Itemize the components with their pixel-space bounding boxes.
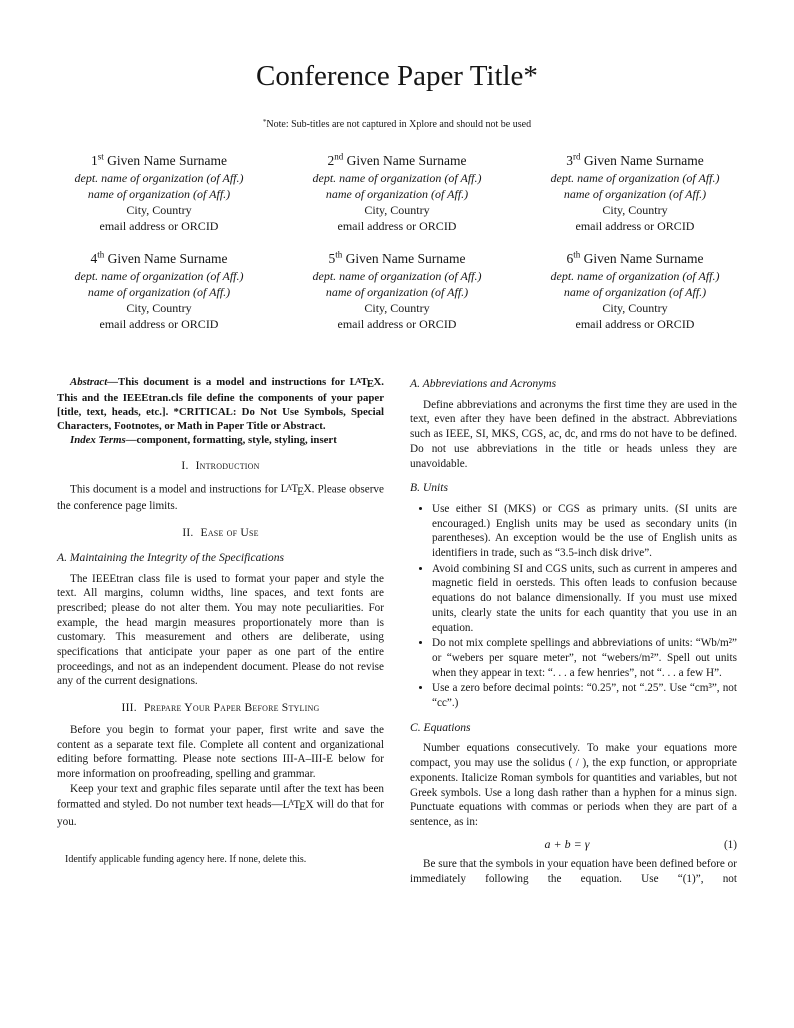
equations-paragraph-1: Number equations consecutively. To make your equations more compact, you may use the solidus ( / ), the exp function, or appropriate exponents. Italicize Roman symbols for quantities and variables, but not Greek symbols. Use a long dash rather than a hyphen for a minus sign. Punctuate equations with commas or periods when they are part of a sentence, as in: [410, 742, 737, 828]
units-bullet-2: • Avoid combining SI and CGS units, such as current in amperes and magnetic field in oersteds. This often leads to confusion because equations do not balance dimensionally. If you must use mixed units, clearly state the units for each quantity that you use in an equation. [432, 562, 737, 636]
abstract-paragraph [57, 374, 384, 433]
index-terms-label: Index Terms— [70, 434, 137, 447]
author-block-2 [282, 153, 512, 234]
author-block-4 [44, 251, 274, 332]
author-email: email address or ORCID [337, 219, 457, 233]
author-org: name of organization (of Aff.) [325, 285, 469, 299]
author-name: 3rd Given Name Surname [566, 151, 704, 168]
funding-footnote: Identify applicable funding agency here. If none, delete this. [65, 854, 307, 866]
author-org: name of organization (of Aff.) [563, 187, 707, 201]
equation-expression: a + b = γ [544, 836, 590, 851]
author-city: City, Country [364, 203, 430, 217]
author-name: 5th Given Name Surname [328, 249, 466, 266]
author-dept: dept. name of organization (of Aff.) [74, 171, 244, 185]
author-grid [44, 153, 750, 332]
author-block-3 [520, 153, 750, 234]
author-block-6 [520, 251, 750, 332]
author-dept: dept. name of organization (of Aff.) [312, 171, 482, 185]
author-dept: dept. name of organization (of Aff.) [550, 171, 720, 185]
title-footnote [0, 118, 794, 130]
section-heading-ease-of-use: II. Ease of Use [182, 526, 259, 540]
author-org: name of organization (of Aff.) [325, 187, 469, 201]
abstract-text: This document is a model and instructions for $L^ATEX$. This and the IEEEtran.cls file define the components of your paper [title, text, heads, etc.]. *CRITICAL: Do Not Use Symbols, Special Characters, Footnotes, or Math in Paper Title or Abstract. [57, 376, 384, 433]
equations-paragraph-2: Be sure that the symbols in your equation have been defined before or immediately following the equation. Use “(1)”, not [410, 858, 737, 886]
author-dept: dept. name of organization (of Aff.) [550, 269, 720, 283]
subsection-heading-abbreviations: A. Abbreviations and Acronyms [410, 377, 557, 390]
section-heading-introduction: I. Introduction [181, 459, 260, 473]
author-email: email address or ORCID [575, 317, 695, 331]
author-org: name of organization (of Aff.) [563, 285, 707, 299]
title-footnote-marker: * [262, 118, 267, 126]
subsection-heading-units: B. Units [410, 481, 449, 495]
units-bullet-3: • Do not mix complete spellings and abbreviations of units: “Wb/m²” or “webers per square meter”, not “webers/m²”. Spell out units when they appear in text: “. . . a few henries”, not “. . . a few H”. [432, 636, 737, 680]
equation-1 [410, 837, 737, 853]
author-dept: dept. name of organization (of Aff.) [74, 269, 244, 283]
author-name: 4th Given Name Surname [90, 249, 228, 266]
author-city: City, Country [602, 301, 668, 315]
author-city: City, Country [126, 301, 192, 315]
units-bullet-4: • Use a zero before decimal points: “0.25”, not “.25”. Use “cm³”, not “cc”.) [432, 681, 737, 710]
author-city: City, Country [602, 203, 668, 217]
author-email: email address or ORCID [337, 317, 457, 331]
right-column [410, 374, 737, 887]
units-bullet-1: • Use either SI (MKS) or CGS as primary units. (SI units are encouraged.) English units may be used as secondary units (in parentheses). An exception would be the use of English units as identifiers in trade, such as “3.5-inch disk drive”. [432, 502, 737, 561]
abbreviations-paragraph: Define abbreviations and acronyms the first time they are used in the text, even after they have been defined in the abstract. Abbreviations such as IEEE, SI, MKS, CGS, ac, dc, and rms do not have to be defined. Do not use abbreviations in the title or heads unless they are unavoidable. [410, 398, 737, 470]
latex-logo: $L^ATEX$ [349, 376, 382, 391]
index-terms-text: component, formatting, style, styling, insert [136, 434, 337, 447]
title-footnote-text: Note: Sub-titles are not captured in Xplore and should not be used [266, 119, 532, 131]
author-email: email address or ORCID [575, 219, 695, 233]
section-heading-prepare-paper: III. Prepare Your Paper Before Styling [121, 701, 320, 715]
author-org: name of organization (of Aff.) [87, 187, 231, 201]
maintaining-integrity-paragraph: The IEEEtran class file is used to format your paper and style the text. All margins, column widths, line spaces, and text fonts are prescribed; please do not alter them. You may note peculiarities. For example, the head margin measures proportionately more than is customary. This measurement and others are deliberate, using specifications that anticipate your paper as one part of the entire proceedings, and not as an independent document. Please do not revise any of the current designations. [57, 572, 384, 688]
units-bullet-list [410, 502, 737, 711]
left-column [57, 374, 384, 866]
author-email: email address or ORCID [99, 219, 219, 233]
latex-logo: $L^ATEX$ [282, 798, 314, 813]
author-city: City, Country [126, 203, 192, 217]
author-dept: dept. name of organization (of Aff.) [312, 269, 482, 283]
paper-title: Conference Paper Title* [256, 60, 538, 92]
author-city: City, Country [364, 301, 430, 315]
equation-number: (1) [723, 838, 737, 851]
subsection-heading-maintaining-integrity: A. Maintaining the Integrity of the Specifications [57, 550, 285, 564]
author-name: 2nd Given Name Surname [327, 151, 467, 168]
author-name: 1st Given Name Surname [90, 151, 228, 168]
prepare-paper-paragraph-1: Before you begin to format your paper, first write and save the content as a separate text file. Complete all content and organizational editing before formatting. Please note sections III-A–III-E below for more information on proofreading, spelling and grammar. [57, 723, 384, 780]
author-email: email address or ORCID [99, 317, 219, 331]
author-org: name of organization (of Aff.) [87, 285, 231, 299]
index-terms-paragraph [57, 433, 384, 447]
introduction-paragraph: This document is a model and instructions for $L^ATEX$. Please observe the conference page limits. [57, 483, 384, 513]
latex-logo: $L^ATEX$ [280, 483, 312, 498]
author-block-5 [282, 251, 512, 332]
author-name: 6th Given Name Surname [566, 249, 704, 266]
prepare-paper-paragraph-2: Keep your text and graphic files separate until after the text has been formatted and styled. Do not number text $heads—L^ATEX$ will do that for you. [57, 782, 384, 828]
subsection-heading-equations: C. Equations [410, 720, 471, 734]
abstract-label: Abstract— [70, 376, 118, 389]
author-block-1 [44, 153, 274, 234]
